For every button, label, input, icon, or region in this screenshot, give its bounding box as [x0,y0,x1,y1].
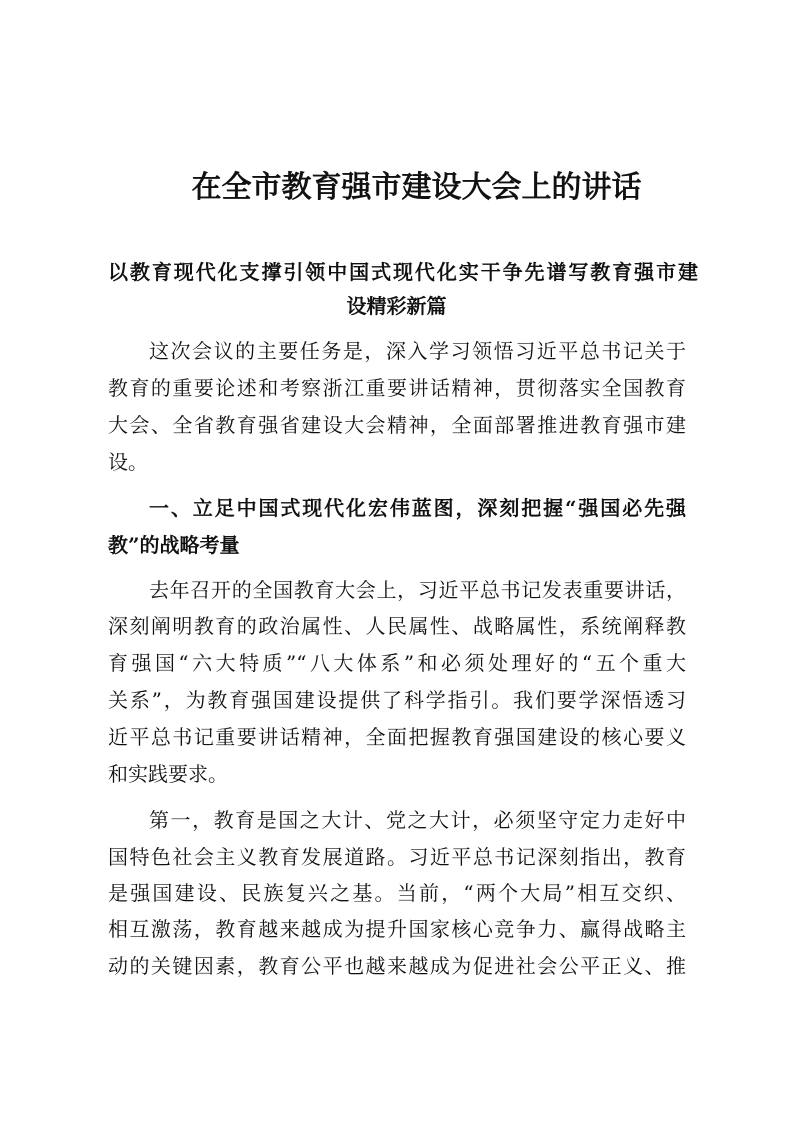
subtitle-line: 设精彩新篇 [346,294,447,318]
paragraph-line: 深刻阐明教育的政治属性、人民属性、战略属性，系统阐释教 [108,614,686,638]
document-title: 在全市教育强市建设大会上的讲话 [191,170,642,205]
paragraph-line: 动的关键因素，教育公平也越来越成为促进社会公平正义、推 [108,954,686,978]
paragraph-line: 育强国“六大特质”“八大体系”和必须处理好的“五个重大 [108,651,686,675]
section-heading-line: 一、立足中国式现代化宏伟蓝图，深刻把握“强国必先强 [149,496,686,520]
section-heading-line: 教”的战略考量 [108,533,240,557]
paragraph-line: 是强国建设、民族复兴之基。当前，“两个大局”相互交织、 [108,881,686,905]
paragraph-line: 和实践要求。 [108,762,228,786]
paragraph-line: 设。 [108,450,148,474]
paragraph-line: 教育的重要论述和考察浙江重要讲话精神，贯彻落实全国教育 [108,376,686,400]
subtitle-line: 以教育现代化支撑引领中国式现代化实干争先谱写教育强市建 [108,260,698,284]
paragraph-line: 去年召开的全国教育大会上，习近平总书记发表重要讲话， [149,578,686,602]
paragraph-line: 国特色社会主义教育发展道路。习近平总书记深刻指出，教育 [108,845,686,869]
paragraph-line: 这次会议的主要任务是，深入学习领悟习近平总书记关于 [149,339,686,363]
paragraph-line: 关系”，为教育强国建设提供了科学指引。我们要学深悟透习 [108,688,686,712]
paragraph-line: 近平总书记重要讲话精神，全面把握教育强国建设的核心要义 [108,725,686,749]
paragraph-line: 相互激荡，教育越来越成为提升国家核心竞争力、赢得战略主 [108,917,686,941]
paragraph-line: 第一，教育是国之大计、党之大计，必须坚守定力走好中 [149,808,686,832]
paragraph-line: 大会、全省教育强省建设大会精神，全面部署推进教育强市建 [108,413,686,437]
